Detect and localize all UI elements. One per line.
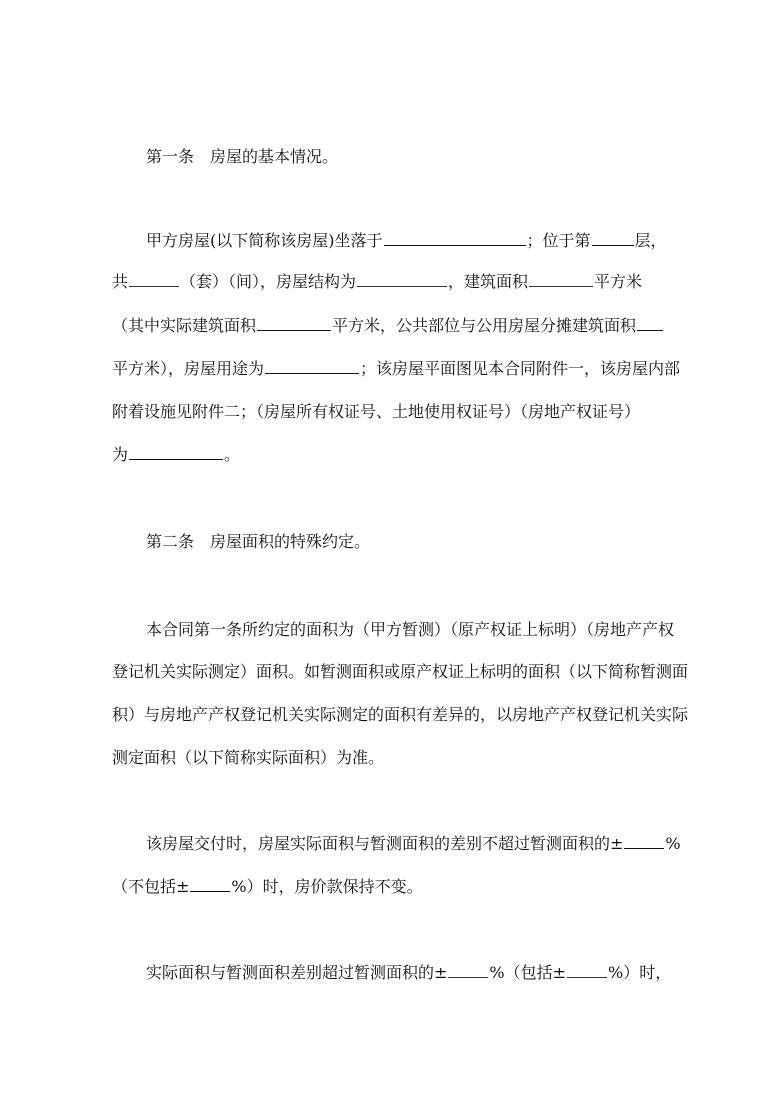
article-2-p1-line-1: 本合同第一条所约定的面积为（甲方暂测）（原产权证上标明）（房地产产权 bbox=[146, 620, 675, 639]
article-1-line-6: 为 。 bbox=[112, 445, 241, 464]
article-1-line-3: （其中实际建筑面积 平方米，公共部位与公用房屋分摊建筑面积 bbox=[112, 316, 666, 336]
structure-blank bbox=[357, 272, 447, 287]
article-1-line-2: 共 （套）（间），房屋结构为 ，建筑面积 平方米 bbox=[112, 272, 643, 291]
tolerance-blank-2 bbox=[190, 877, 230, 892]
article-1-line-5: 附着设施见附件二；（房屋所有权证号、土地使用权证号）（房地产权证号） bbox=[112, 402, 641, 421]
certificate-number-blank bbox=[129, 445, 223, 460]
article-2-heading: 第二条 房屋面积的特殊约定。 bbox=[146, 532, 371, 551]
article-2-p1-line-2: 登记机关实际测定）面积。如暂测面积或原产权证上标明的面积（以下简称暂测面 bbox=[112, 662, 689, 681]
article-1-line-4: 平方米），房屋用途为 ；该房屋平面图见本合同附件一，该房屋内部 bbox=[112, 359, 681, 378]
article-1-line-1: 甲方房屋(以下简称该房屋)坐落于 ；位于第 层， bbox=[146, 231, 667, 250]
article-2-p2-line-2: （不包括± %）时，房价款保持不变。 bbox=[112, 877, 423, 896]
tolerance-blank-4 bbox=[567, 963, 607, 978]
building-area-blank bbox=[529, 272, 593, 287]
article-1-heading: 第一条 房屋的基本情况。 bbox=[146, 147, 339, 166]
location-blank bbox=[384, 231, 526, 246]
usage-blank bbox=[265, 359, 359, 374]
article-2-p1-line-3: 积）与房地产产权登记机关实际测定的面积有差异的，以房地产产权登记机关实际 bbox=[112, 705, 689, 724]
article-2-p3-line-1: 实际面积与暂测面积差别超过暂测面积的± %（包括± %）时， bbox=[146, 963, 672, 982]
article-2-p1-line-4: 测定面积（以下简称实际面积）为准。 bbox=[112, 748, 385, 767]
floor-blank bbox=[592, 231, 634, 246]
shared-area-blank bbox=[637, 316, 663, 331]
tolerance-blank-3 bbox=[448, 963, 488, 978]
actual-area-blank bbox=[257, 316, 331, 331]
units-blank bbox=[129, 272, 179, 287]
tolerance-blank-1 bbox=[624, 834, 664, 849]
article-2-p2-line-1: 该房屋交付时，房屋实际面积与暂测面积的差别不超过暂测面积的± % bbox=[146, 834, 681, 853]
